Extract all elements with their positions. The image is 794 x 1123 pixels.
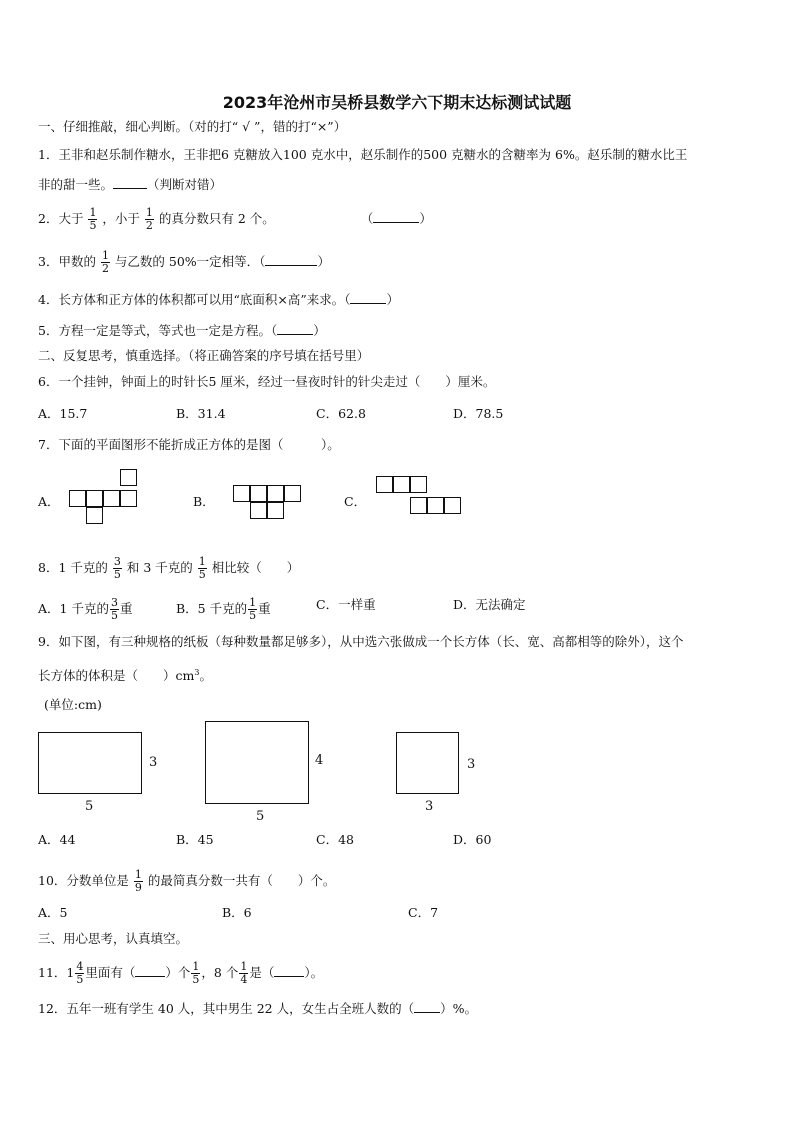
- question-8: [38, 556, 299, 581]
- q12-text-a: 12．五年一班有学生 40 人，其中男生 22 人，女生占全班人数的（: [38, 1001, 415, 1016]
- q11-fraction-2: [191, 961, 200, 986]
- q10-option-c: C．7: [408, 905, 439, 920]
- q7-net-c: [376, 476, 468, 522]
- q3-f-den: 2: [101, 262, 109, 275]
- q3-text-a: 3．甲数的: [38, 254, 96, 269]
- q7-label-c: C．: [344, 494, 367, 509]
- q11-text-d: ，8 个: [201, 965, 239, 980]
- q11-blank-1: [135, 964, 165, 977]
- q10-f-num: 1: [134, 868, 142, 881]
- q2-paren-close: ）: [419, 211, 432, 226]
- q2-f1-num: 1: [89, 206, 97, 219]
- question-7: 7．下面的平面图形不能折成正方体的是图（ ）。: [38, 437, 340, 452]
- q2-fraction-2: [145, 207, 154, 232]
- q6-option-c: C．62.8: [316, 406, 366, 421]
- q10-option-a: A．5: [38, 905, 68, 920]
- q8-fraction-2: [198, 556, 207, 581]
- q8-option-b-fraction: [248, 597, 257, 622]
- q3-f-num: 1: [101, 249, 109, 262]
- q3-text-c: ）: [317, 254, 330, 269]
- q8-option-d: D．无法确定: [453, 597, 526, 612]
- board-5x4: [205, 721, 309, 804]
- q2-paren-open: （: [360, 211, 374, 226]
- q3-fraction: [101, 250, 110, 275]
- question-9-line-1: 9．如下图，有三种规格的纸板（每种数量都足够多），从中选六张做成一个长方体（长、宽、高都相等的除外），这个: [38, 634, 684, 649]
- q8-oa-den: 5: [110, 609, 118, 622]
- q8-ob-den: 5: [249, 609, 257, 622]
- q11-f1-den: 5: [76, 973, 84, 986]
- q1-judge: （判断对错）: [147, 177, 223, 192]
- q3-blank: [265, 253, 317, 266]
- question-2: [38, 207, 432, 232]
- q8-option-b-text: B．5 千克的: [176, 601, 248, 616]
- q9-option-d: D．60: [453, 832, 492, 847]
- q2-f2-den: 2: [145, 219, 153, 232]
- question-6: 6．一个挂钟，钟面上的时针长5 厘米，经过一昼夜时针的针尖走过（ ）厘米。: [38, 374, 496, 389]
- q11-f2-den: 5: [192, 973, 200, 986]
- q8-text-a: 8．1 千克的: [38, 560, 108, 575]
- q7-label-b: B．: [193, 494, 215, 509]
- q2-f1-den: 5: [89, 219, 97, 232]
- section-3-heading: 三、用心思考，认真填空。: [38, 931, 189, 946]
- q9-superscript: 3: [194, 668, 200, 677]
- q9-period: 。: [199, 668, 212, 684]
- q7-label-a: A．: [38, 494, 60, 509]
- q10-f-den: 9: [134, 881, 142, 894]
- q6-option-d: D．78.5: [453, 406, 504, 421]
- q8-option-a: [38, 597, 132, 622]
- board-3x3: [396, 732, 459, 794]
- q8-option-c: C．一样重: [316, 597, 376, 612]
- q5-paren-close: ）: [313, 323, 326, 338]
- q2-text-a: 2．大于: [38, 211, 84, 226]
- q5-text: 5．方程一定是等式，等式也一定是方程。（: [38, 323, 278, 338]
- q2-text-c: 的真分数只有 2 个。: [158, 211, 275, 226]
- q10-option-b: B．6: [222, 905, 252, 920]
- q8-f1-den: 5: [113, 568, 121, 581]
- section-2-heading: 二、反复思考，慎重选择。（将正确答案的序号填在括号里）: [38, 348, 370, 363]
- q8-option-a-text: A．1 千克的: [38, 601, 109, 616]
- board-3x3-height: 3: [467, 757, 476, 772]
- q6-option-b: B．31.4: [176, 406, 226, 421]
- board-5x3-width: 5: [85, 799, 94, 814]
- q8-option-a-suffix: 重: [119, 601, 133, 616]
- question-11: [38, 961, 323, 986]
- q7-net-a: [69, 469, 141, 533]
- question-9-line-2: [38, 665, 212, 684]
- q1-text: 非的甜一些。: [38, 177, 114, 192]
- q12-blank: [414, 1000, 440, 1013]
- q8-f2-den: 5: [198, 568, 206, 581]
- q11-f2-num: 1: [192, 960, 200, 973]
- q9-option-b: B．45: [176, 832, 214, 847]
- question-5: [38, 322, 326, 339]
- q9-text: 长方体的体积是（ ）cm: [38, 668, 195, 684]
- q1-blank: [113, 176, 147, 189]
- page-title: 2023年沧州市吴桥县数学六下期末达标测试试题: [222, 93, 572, 112]
- question-10: [38, 869, 335, 894]
- board-3x3-width: 3: [425, 799, 434, 814]
- q8-f2-num: 1: [198, 555, 206, 568]
- q8-option-b-suffix: 重: [258, 601, 271, 616]
- q8-option-a-fraction: [110, 597, 119, 622]
- board-5x3: [38, 732, 142, 794]
- section-1-heading: 一、仔细推敲，细心判断。（对的打“ √ ”，错的打“×”）: [38, 119, 347, 134]
- q11-text-f: ）。: [304, 965, 324, 980]
- q11-f3-num: 1: [240, 960, 248, 973]
- unit-label: (单位:cm): [44, 697, 102, 712]
- q11-text-a: 11．1: [38, 965, 75, 980]
- q8-ob-num: 1: [249, 596, 257, 609]
- q8-text-b: 和 3 千克的: [126, 560, 193, 575]
- q8-oa-num: 3: [110, 596, 118, 609]
- question-4: [38, 291, 399, 308]
- q8-fraction-1: [113, 556, 122, 581]
- q2-blank: [373, 210, 419, 223]
- q11-text-e: 是（: [249, 965, 275, 980]
- q10-fraction: [134, 869, 143, 894]
- q9-option-c: C．48: [316, 832, 354, 847]
- q10-text-b: 的最简真分数一共有（ ）个。: [147, 873, 336, 888]
- board-5x4-width: 5: [256, 809, 265, 824]
- q12-text-b: ）%。: [440, 1001, 478, 1016]
- q11-fraction-3: [239, 961, 248, 986]
- q11-f3-den: 4: [240, 973, 248, 986]
- q6-option-a: A．15.7: [38, 406, 88, 421]
- q4-blank: [350, 291, 386, 304]
- q2-fraction-1: [88, 207, 97, 232]
- q11-f1-num: 4: [76, 960, 84, 973]
- q8-f1-num: 3: [113, 555, 121, 568]
- q8-text-c: 相比较（ ）: [211, 560, 300, 575]
- q11-fraction-1: [75, 961, 84, 986]
- q8-option-b: [176, 597, 271, 622]
- question-1-line-1: 1．王非和赵乐制作糖水，王非把6 克糖放入100 克水中，赵乐制作的500 克糖水的含糖率为 6%。赵乐制的糖水比王: [38, 147, 688, 162]
- q4-text: 4．长方体和正方体的体积都可以用“底面积×高”来求。（: [38, 292, 351, 307]
- board-5x3-height: 3: [149, 755, 158, 770]
- q7-net-b: [233, 485, 305, 529]
- q11-blank-2: [274, 964, 304, 977]
- q3-text-b: 与乙数的 50%一定相等．（: [114, 254, 266, 269]
- question-1-line-2: [38, 176, 222, 193]
- board-5x4-height: 4: [315, 753, 324, 768]
- q2-text-b: ，小于: [102, 211, 140, 226]
- question-12: [38, 1000, 477, 1017]
- q5-blank: [277, 322, 313, 335]
- q4-paren-close: ）: [386, 292, 399, 307]
- q11-text-b: 里面有（: [85, 965, 136, 980]
- question-3: [38, 250, 330, 275]
- q9-option-a: A．44: [38, 832, 76, 847]
- q2-f2-num: 1: [145, 206, 153, 219]
- q10-text-a: 10．分数单位是: [38, 873, 129, 888]
- q11-text-c: ）个: [165, 965, 191, 980]
